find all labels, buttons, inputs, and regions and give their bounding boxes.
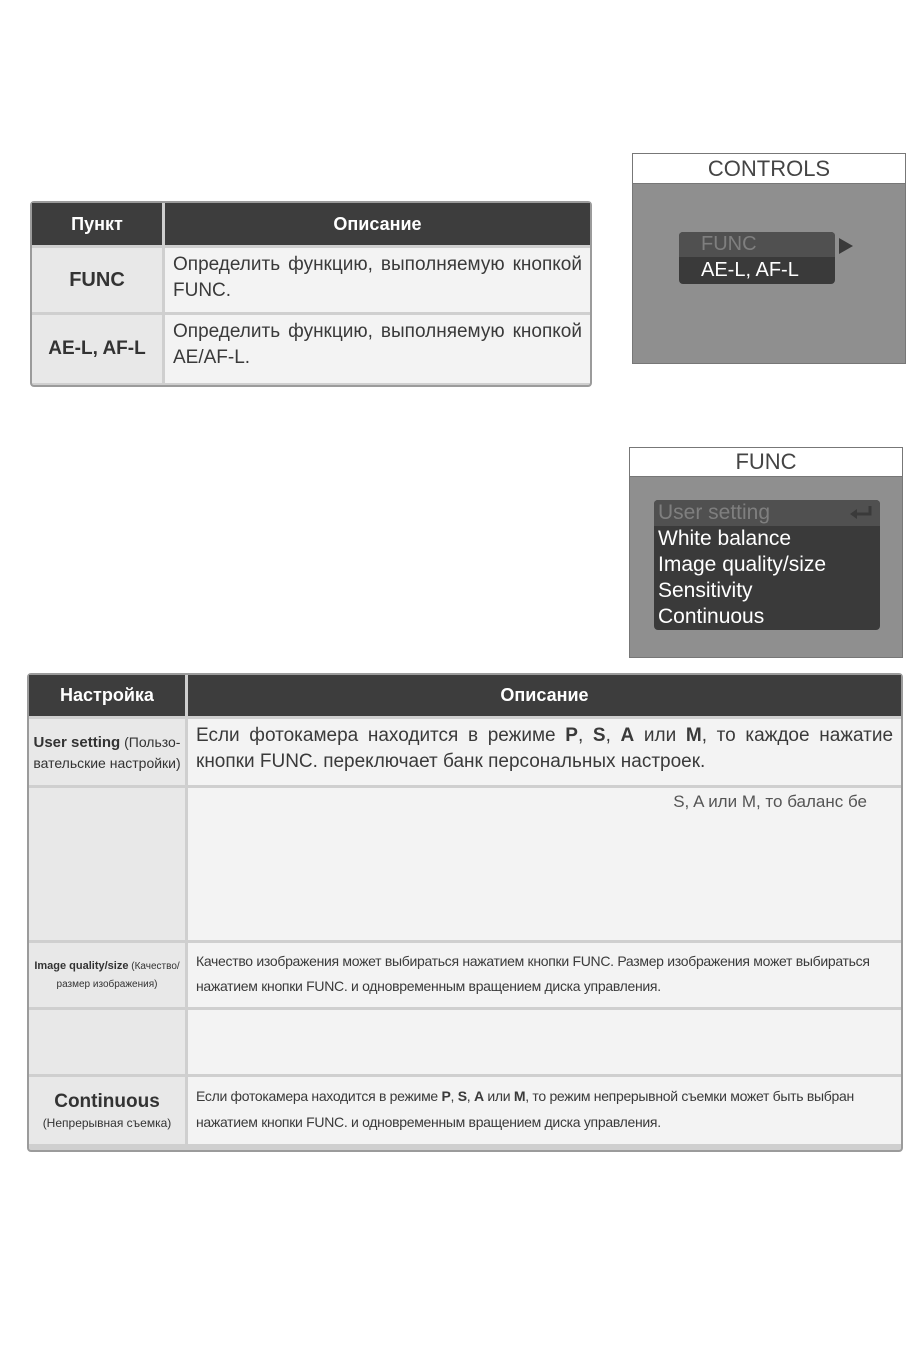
- controls-screen-title: CONTROLS: [633, 154, 905, 184]
- setting-blank: [29, 1010, 185, 1074]
- setting-continuous-name: Continuous: [54, 1090, 160, 1112]
- settings-table: [27, 673, 903, 1152]
- description-blank: [188, 1010, 901, 1074]
- desc-part: ,: [605, 725, 621, 746]
- func-menu-item-user-setting-label: User setting: [658, 501, 771, 524]
- controls-menu: [679, 232, 835, 284]
- mode-p: P: [565, 725, 578, 746]
- mode-m: M: [685, 725, 702, 746]
- controls-menu-item-func[interactable]: FUNC: [679, 232, 835, 257]
- setting-image-quality-name: Image quality/size: [34, 959, 129, 972]
- right-triangle-icon: [839, 238, 853, 254]
- desc-part: Если фотокамера находится в режиме: [196, 725, 566, 746]
- setting-faded: [29, 788, 185, 940]
- mode-p: P: [441, 1088, 451, 1104]
- func-menu-item-user-setting[interactable]: [654, 500, 880, 526]
- setting-continuous: [29, 1077, 185, 1144]
- description-ae-af: Определить функцию, выполняемую кнопкой AE/AF-L.: [165, 315, 590, 383]
- controls-table: [30, 201, 592, 387]
- func-menu-item-white-balance[interactable]: White balance: [658, 527, 792, 550]
- desc-part: , то каждое нажатие кнопки FUNC. переключает банк персональных настроек.: [196, 725, 894, 772]
- mode-a: A: [620, 725, 635, 746]
- description-user-setting: [188, 719, 901, 785]
- func-menu-item-continuous[interactable]: Continuous: [658, 605, 765, 628]
- description-faded-fragment: S, A или M, то баланс бе: [673, 792, 867, 811]
- header-item: Пункт: [32, 203, 162, 245]
- setting-user-setting-name: User setting: [33, 733, 121, 751]
- func-menu-item-sensitivity[interactable]: Sensitivity: [658, 579, 753, 602]
- mode-m: M: [513, 1088, 526, 1104]
- description-image-quality: Качество изображения может выбираться нажатием кнопки FUNC. Размер изображения может выбираться нажатием кнопки FUNC. и одновременным вращением диска управления.: [188, 943, 901, 1007]
- description-continuous: [188, 1077, 901, 1144]
- controls-menu-item-ae-af[interactable]: AE-L, AF-L: [701, 259, 799, 281]
- desc-part: ,: [450, 1088, 458, 1104]
- func-menu-item-image-quality[interactable]: Image quality/size: [658, 553, 827, 576]
- func-screen-title: FUNC: [630, 448, 902, 477]
- setting-image-quality-sub: (Качество/ размер изображения): [56, 960, 180, 990]
- description-func: Определить функцию, выполняемую кнопкой FUNC.: [165, 248, 590, 312]
- header-setting: Настройка: [29, 675, 185, 716]
- desc-part: или: [634, 725, 686, 746]
- desc-part: ,: [466, 1088, 474, 1104]
- setting-user-setting: [29, 719, 185, 785]
- mode-s: S: [592, 725, 606, 746]
- enter-return-icon: [848, 505, 874, 521]
- func-menu: [654, 500, 880, 630]
- setting-image-quality: [29, 943, 185, 1007]
- setting-continuous-sub: (Непрерывная съемка): [42, 1115, 172, 1130]
- desc-part: , то режим непрерывной съемки может быть выбран нажатием кнопки FUNC. и одновременным вращением диска управления.: [196, 1088, 854, 1130]
- desc-part: ,: [577, 725, 593, 746]
- item-func: FUNC: [32, 248, 162, 312]
- description-faded: [188, 788, 901, 940]
- controls-screen: [632, 153, 906, 364]
- item-ae-af: AE-L, AF-L: [32, 315, 162, 383]
- mode-s: S: [457, 1088, 467, 1104]
- desc-part: или: [483, 1088, 514, 1104]
- func-screen: [629, 447, 903, 658]
- setting-user-setting-sub: (Пользо-вательские настройки): [33, 733, 181, 771]
- mode-a: A: [473, 1088, 484, 1104]
- header-setting-description: Описание: [188, 675, 901, 716]
- desc-part: Если фотокамера находится в режиме: [196, 1088, 442, 1104]
- header-description: Описание: [165, 203, 590, 245]
